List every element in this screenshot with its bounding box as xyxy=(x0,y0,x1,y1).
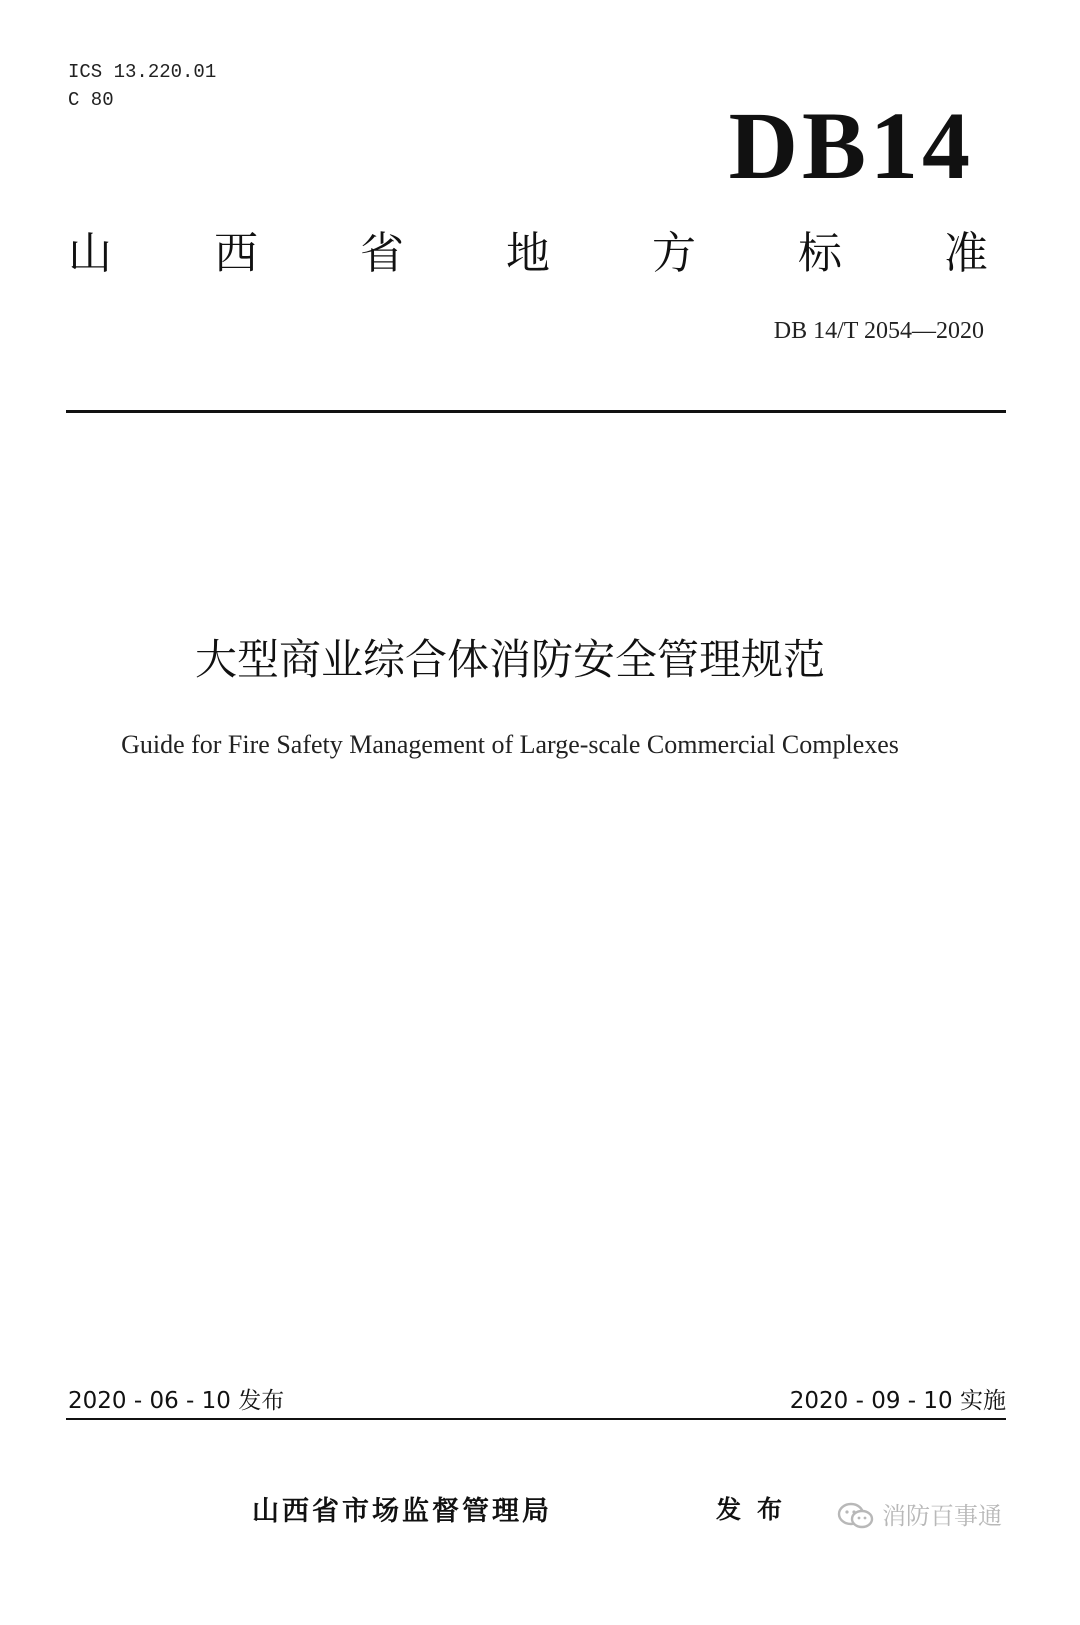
bottom-divider xyxy=(66,1418,1006,1420)
issuing-authority: 山西省市场监督管理局 xyxy=(252,1496,552,1527)
standard-type-char: 方 xyxy=(652,228,696,279)
document-title-english: Guide for Fire Safety Management of Large-scale Commercial Complexes xyxy=(121,730,899,759)
ics-code: ICS 13.220.01 xyxy=(68,61,217,83)
standard-type-char: 标 xyxy=(798,228,842,279)
standard-type-char: 山 xyxy=(68,228,112,279)
implementation-date: 2020 - 09 - 10 实施 xyxy=(789,1388,1006,1414)
publish-date: 2020 - 06 - 10 发布 xyxy=(68,1388,285,1414)
standard-type-char: 地 xyxy=(506,228,550,279)
document-title-chinese: 大型商业综合体消防安全管理规范 xyxy=(194,635,825,684)
standard-number: DB 14/T 2054—2020 xyxy=(773,318,984,344)
watermark-text: 消防百事通 xyxy=(882,1502,1002,1530)
issue-label: 发布 xyxy=(716,1495,799,1524)
standard-type-char: 准 xyxy=(944,228,988,279)
ccs-code: C 80 xyxy=(68,89,114,111)
standard-type-heading xyxy=(68,224,988,284)
source-watermark xyxy=(836,1500,1002,1532)
db-code-mark: DB14 xyxy=(728,92,974,199)
wechat-icon xyxy=(836,1501,876,1531)
top-divider xyxy=(66,410,1006,413)
standard-type-char: 省 xyxy=(360,228,404,279)
standard-type-char: 西 xyxy=(214,228,258,279)
classification-codes xyxy=(68,58,216,114)
